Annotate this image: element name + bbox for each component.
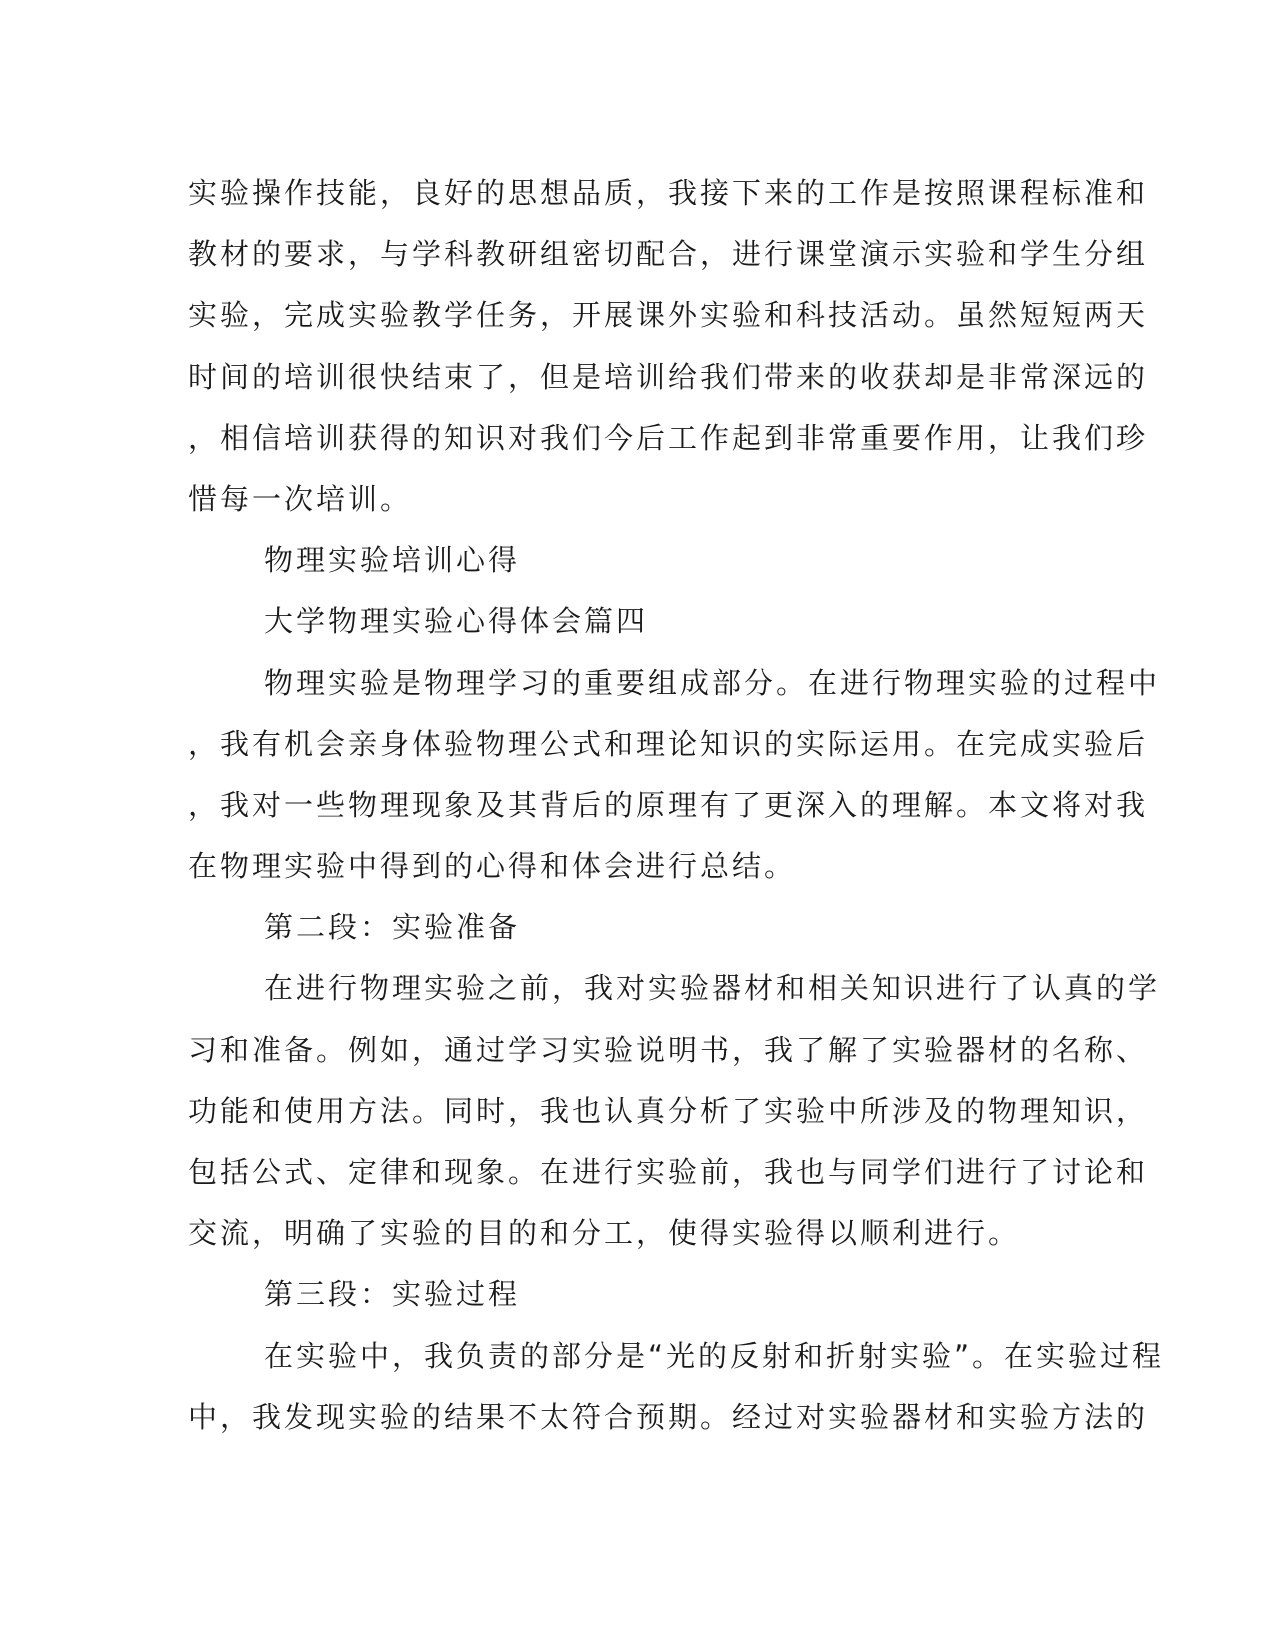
text-line: 物理实验是物理学习的重要组成部分。在进行物理实验的过程中 <box>264 665 1161 700</box>
text-line: ，我对一些物理现象及其背后的原理有了更深入的理解。本文将对我 <box>188 787 1149 822</box>
text-line: 教材的要求，与学科教研组密切配合，进行课堂演示实验和学生分组 <box>188 237 1149 272</box>
article-title: 大学物理实验心得体会篇四 <box>264 604 649 639</box>
section-heading: 第三段：实验过程 <box>264 1277 521 1312</box>
text-line: ，相信培训获得的知识对我们今后工作起到非常重要作用，让我们珍 <box>188 420 1149 455</box>
text-line: 惜每一次培训。 <box>188 481 413 516</box>
text-line: 功能和使用方法。同时，我也认真分析了实验中所涉及的物理知识， <box>188 1093 1149 1128</box>
text-line: 习和准备。例如，通过学习实验说明书，我了解了实验器材的名称、 <box>188 1032 1149 1067</box>
section-heading: 物理实验培训心得 <box>264 543 521 578</box>
text-line: 中，我发现实验的结果不太符合预期。经过对实验器材和实验方法的 <box>188 1399 1149 1434</box>
text-line: 交流，明确了实验的目的和分工，使得实验得以顺利进行。 <box>188 1216 1021 1251</box>
text-line: 实验，完成实验教学任务，开展课外实验和科技活动。虽然短短两天 <box>188 298 1149 333</box>
text-line: ，我有机会亲身体验物理公式和理论知识的实际运用。在完成实验后 <box>188 726 1149 761</box>
text-line: 时间的培训很快结束了，但是培训给我们带来的收获却是非常深远的 <box>188 359 1149 394</box>
text-line: 在实验中，我负责的部分是“光的反射和折射实验”。在实验过程 <box>264 1338 1165 1373</box>
section-heading: 第二段：实验准备 <box>264 910 521 945</box>
text-line: 在进行物理实验之前，我对实验器材和相关知识进行了认真的学 <box>264 971 1161 1006</box>
document-body <box>188 163 1165 1448</box>
text-line: 包括公式、定律和现象。在进行实验前，我也与同学们进行了讨论和 <box>188 1155 1149 1189</box>
text-line: 在物理实验中得到的心得和体会进行总结。 <box>188 849 797 884</box>
text-line: 实验操作技能，良好的思想品质，我接下来的工作是按照课程标准和 <box>188 176 1149 210</box>
